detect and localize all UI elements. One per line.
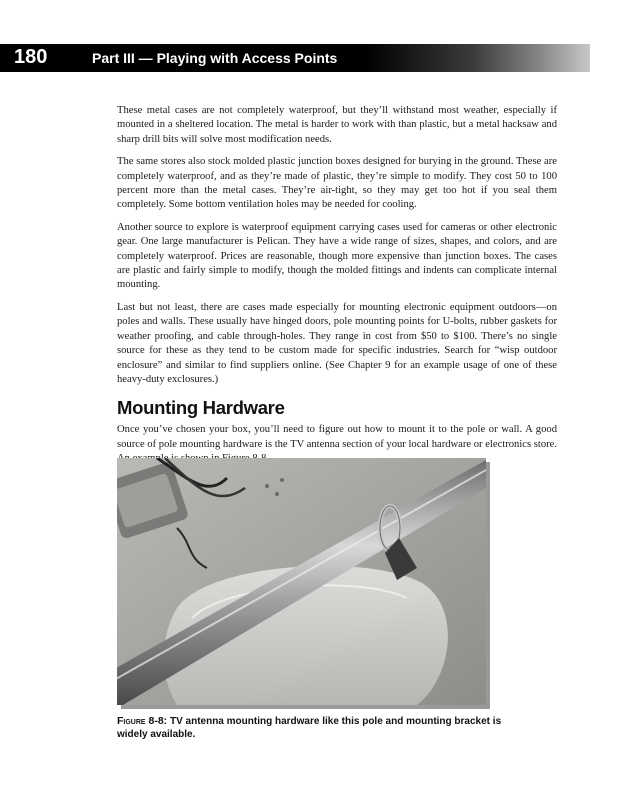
running-head-title: Part III — Playing with Access Points xyxy=(92,50,338,66)
pole-bracket-photo xyxy=(117,458,486,705)
body-paragraph-2: The same stores also stock molded plastic junction boxes designed for burying in the ground. These are completely waterproof, and as they’re made of plastic, they’re simple to modify. They cost 50 to 100 percent more than the metal cases. They’re air-tight, so they may get too hot if you seal them completely. Some bottom ventilation holes may be needed for cooling. xyxy=(117,156,557,211)
figure-caption xyxy=(117,715,517,741)
figure-8-8-photo xyxy=(117,458,486,705)
body-paragraph-4: Last but not least, there are cases made especially for mounting electronic equipment outdoors—on poles and walls. These usually have hinged doors, pole mounting points for U-bolts, rubber gaskets for weather proofing, and cable through-holes. They range in cost from $50 to $100. There’s no single source for these as they tend to be custom made for specific industries. Search for “wisp outdoor enclosure” and similar to find suppliers online. (See Chapter 9 for an example usage of one of these heavy-duty exclosures.) xyxy=(117,301,557,385)
figure-label: Figure 8-8: xyxy=(117,715,168,727)
figure-caption-text: TV antenna mounting hardware like this pole and mounting bracket is widely available. xyxy=(117,716,502,740)
body-paragraph-3: Another source to explore is waterproof equipment carrying cases used for cameras or other electronic gear. One large manufacturer is Pelican. They have a wide range of sizes, shapes, and colors, and are completely waterproof. Prices are reasonable, though more expensive than junction boxes. The cases are plastic and fairly simple to modify, though the molded fittings and indents can complicate internal mounting. xyxy=(117,221,557,291)
body-paragraph-1: These metal cases are not completely waterproof, but they’ll withstand most weather, especially if mounted in a sheltered location. The metal is harder to work with than plastic, but a metal hacksaw and sharp drill bits will solve most modification needs. xyxy=(117,105,557,145)
section-paragraph: Once you’ve chosen your box, you’ll need to figure out how to mount it to the pole or wall. A good source of pole mounting hardware is the TV antenna section of your local hardware or electronics store. xyxy=(117,424,557,450)
section-heading: Mounting Hardware xyxy=(117,397,285,419)
main-content xyxy=(117,104,557,475)
page-number: 180 xyxy=(14,46,48,68)
